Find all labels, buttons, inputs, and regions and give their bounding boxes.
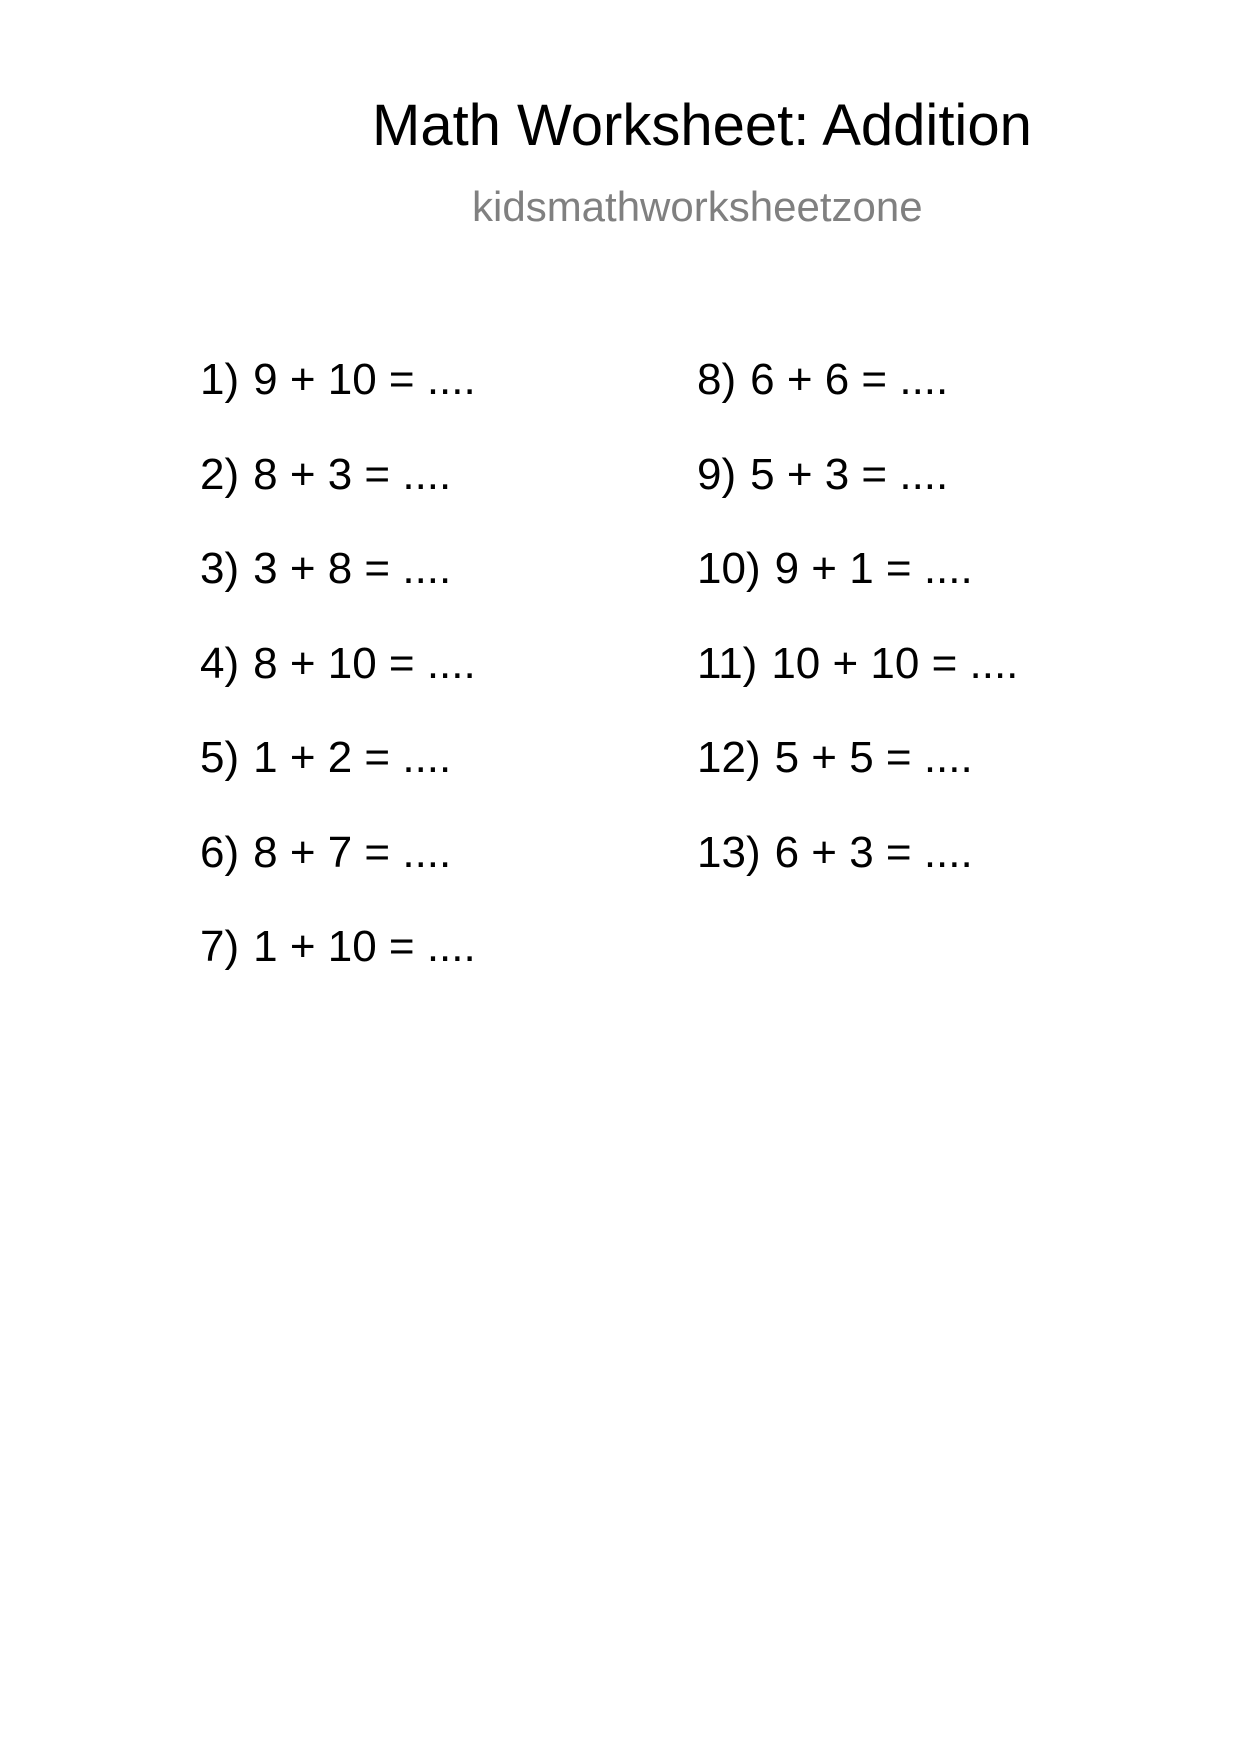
problem-number: 13) [697,828,761,877]
problem-expression: 9 + 1 = .... [774,544,973,593]
problem-number: 5) [200,733,240,782]
problem-expression: 5 + 3 = .... [750,450,949,499]
problem-number: 6) [200,828,240,877]
problem-number: 12) [697,733,761,782]
problem-item [697,639,1019,688]
problem-expression: 8 + 7 = .... [253,828,452,877]
problem-number: 11) [697,639,758,688]
problem-item [200,450,452,499]
problem-expression: 8 + 10 = .... [253,639,476,688]
problem-expression: 5 + 5 = .... [774,733,973,782]
problem-expression: 9 + 10 = .... [253,355,476,404]
page-subtitle: kidsmathworksheetzone [472,183,923,230]
problem-number: 10) [697,544,761,593]
problem-number: 2) [200,450,240,499]
problem-number: 9) [697,450,737,499]
problem-item [697,828,973,877]
problem-expression: 6 + 6 = .... [750,355,949,404]
problem-item [697,733,973,782]
problem-item [200,922,476,971]
problem-item [697,450,949,499]
problem-number: 7) [200,922,240,971]
problem-item [200,544,452,593]
problem-number: 3) [200,544,240,593]
problem-expression: 3 + 8 = .... [253,544,452,593]
problem-item [200,355,476,404]
problem-expression: 10 + 10 = .... [771,639,1019,688]
problem-item [200,733,452,782]
problem-expression: 1 + 2 = .... [253,733,452,782]
problem-expression: 6 + 3 = .... [774,828,973,877]
problem-item [200,639,476,688]
problem-item [200,828,452,877]
problem-number: 1) [200,355,240,404]
problem-expression: 1 + 10 = .... [253,922,476,971]
problem-item [697,355,949,404]
problem-item [697,544,973,593]
problem-number: 4) [200,639,240,688]
page-title: Math Worksheet: Addition [372,93,1032,158]
problem-number: 8) [697,355,737,404]
problem-expression: 8 + 3 = .... [253,450,452,499]
